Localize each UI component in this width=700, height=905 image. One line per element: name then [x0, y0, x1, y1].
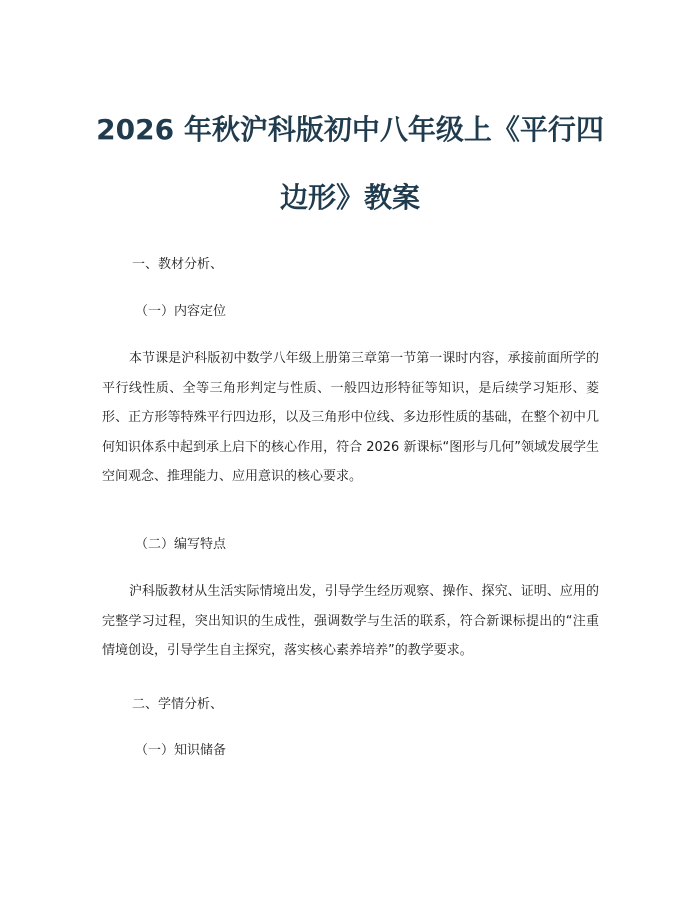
- subsection-heading-writing-features: （二）编写特点: [135, 537, 227, 552]
- paragraph-content-positioning: 本节课是沪科版初中数学八年级上册第三章第一节第一课时内容，承接前面所学的平行线性质、全等三角形判定与性质、一般四边形特征等知识，是后续学习矩形、菱形、正方形等特殊平行四边形，以及三角形中位线、多边形性质的基础，在整个初中几何知识体系中起到承上启下的核心作用，符合 2026 新课标“图形与几何”领域发展学生空间观念、推理能力、应用意识的核心要求。: [102, 351, 599, 484]
- subsection-heading-content-positioning: （一）内容定位: [135, 304, 227, 319]
- section-heading-1: 一、教材分析、: [132, 257, 224, 272]
- document-title-line-1: 2026 年秋沪科版初中八年级上《平行四: [96, 113, 604, 146]
- document-title-line-2: 边形》教案: [279, 181, 420, 214]
- section-heading-2: 二、学情分析、: [132, 697, 224, 712]
- subsection-heading-knowledge-reserve: （一）知识储备: [135, 743, 227, 758]
- paragraph-writing-features: 沪科版教材从生活实际情境出发，引导学生经历观察、操作、探究、证明、应用的完整学习过程，突出知识的生成性，强调数学与生活的联系，符合新课标提出的“注重情境创设，引导学生自主探究，落实核心素养培养”的教学要求。: [102, 584, 599, 658]
